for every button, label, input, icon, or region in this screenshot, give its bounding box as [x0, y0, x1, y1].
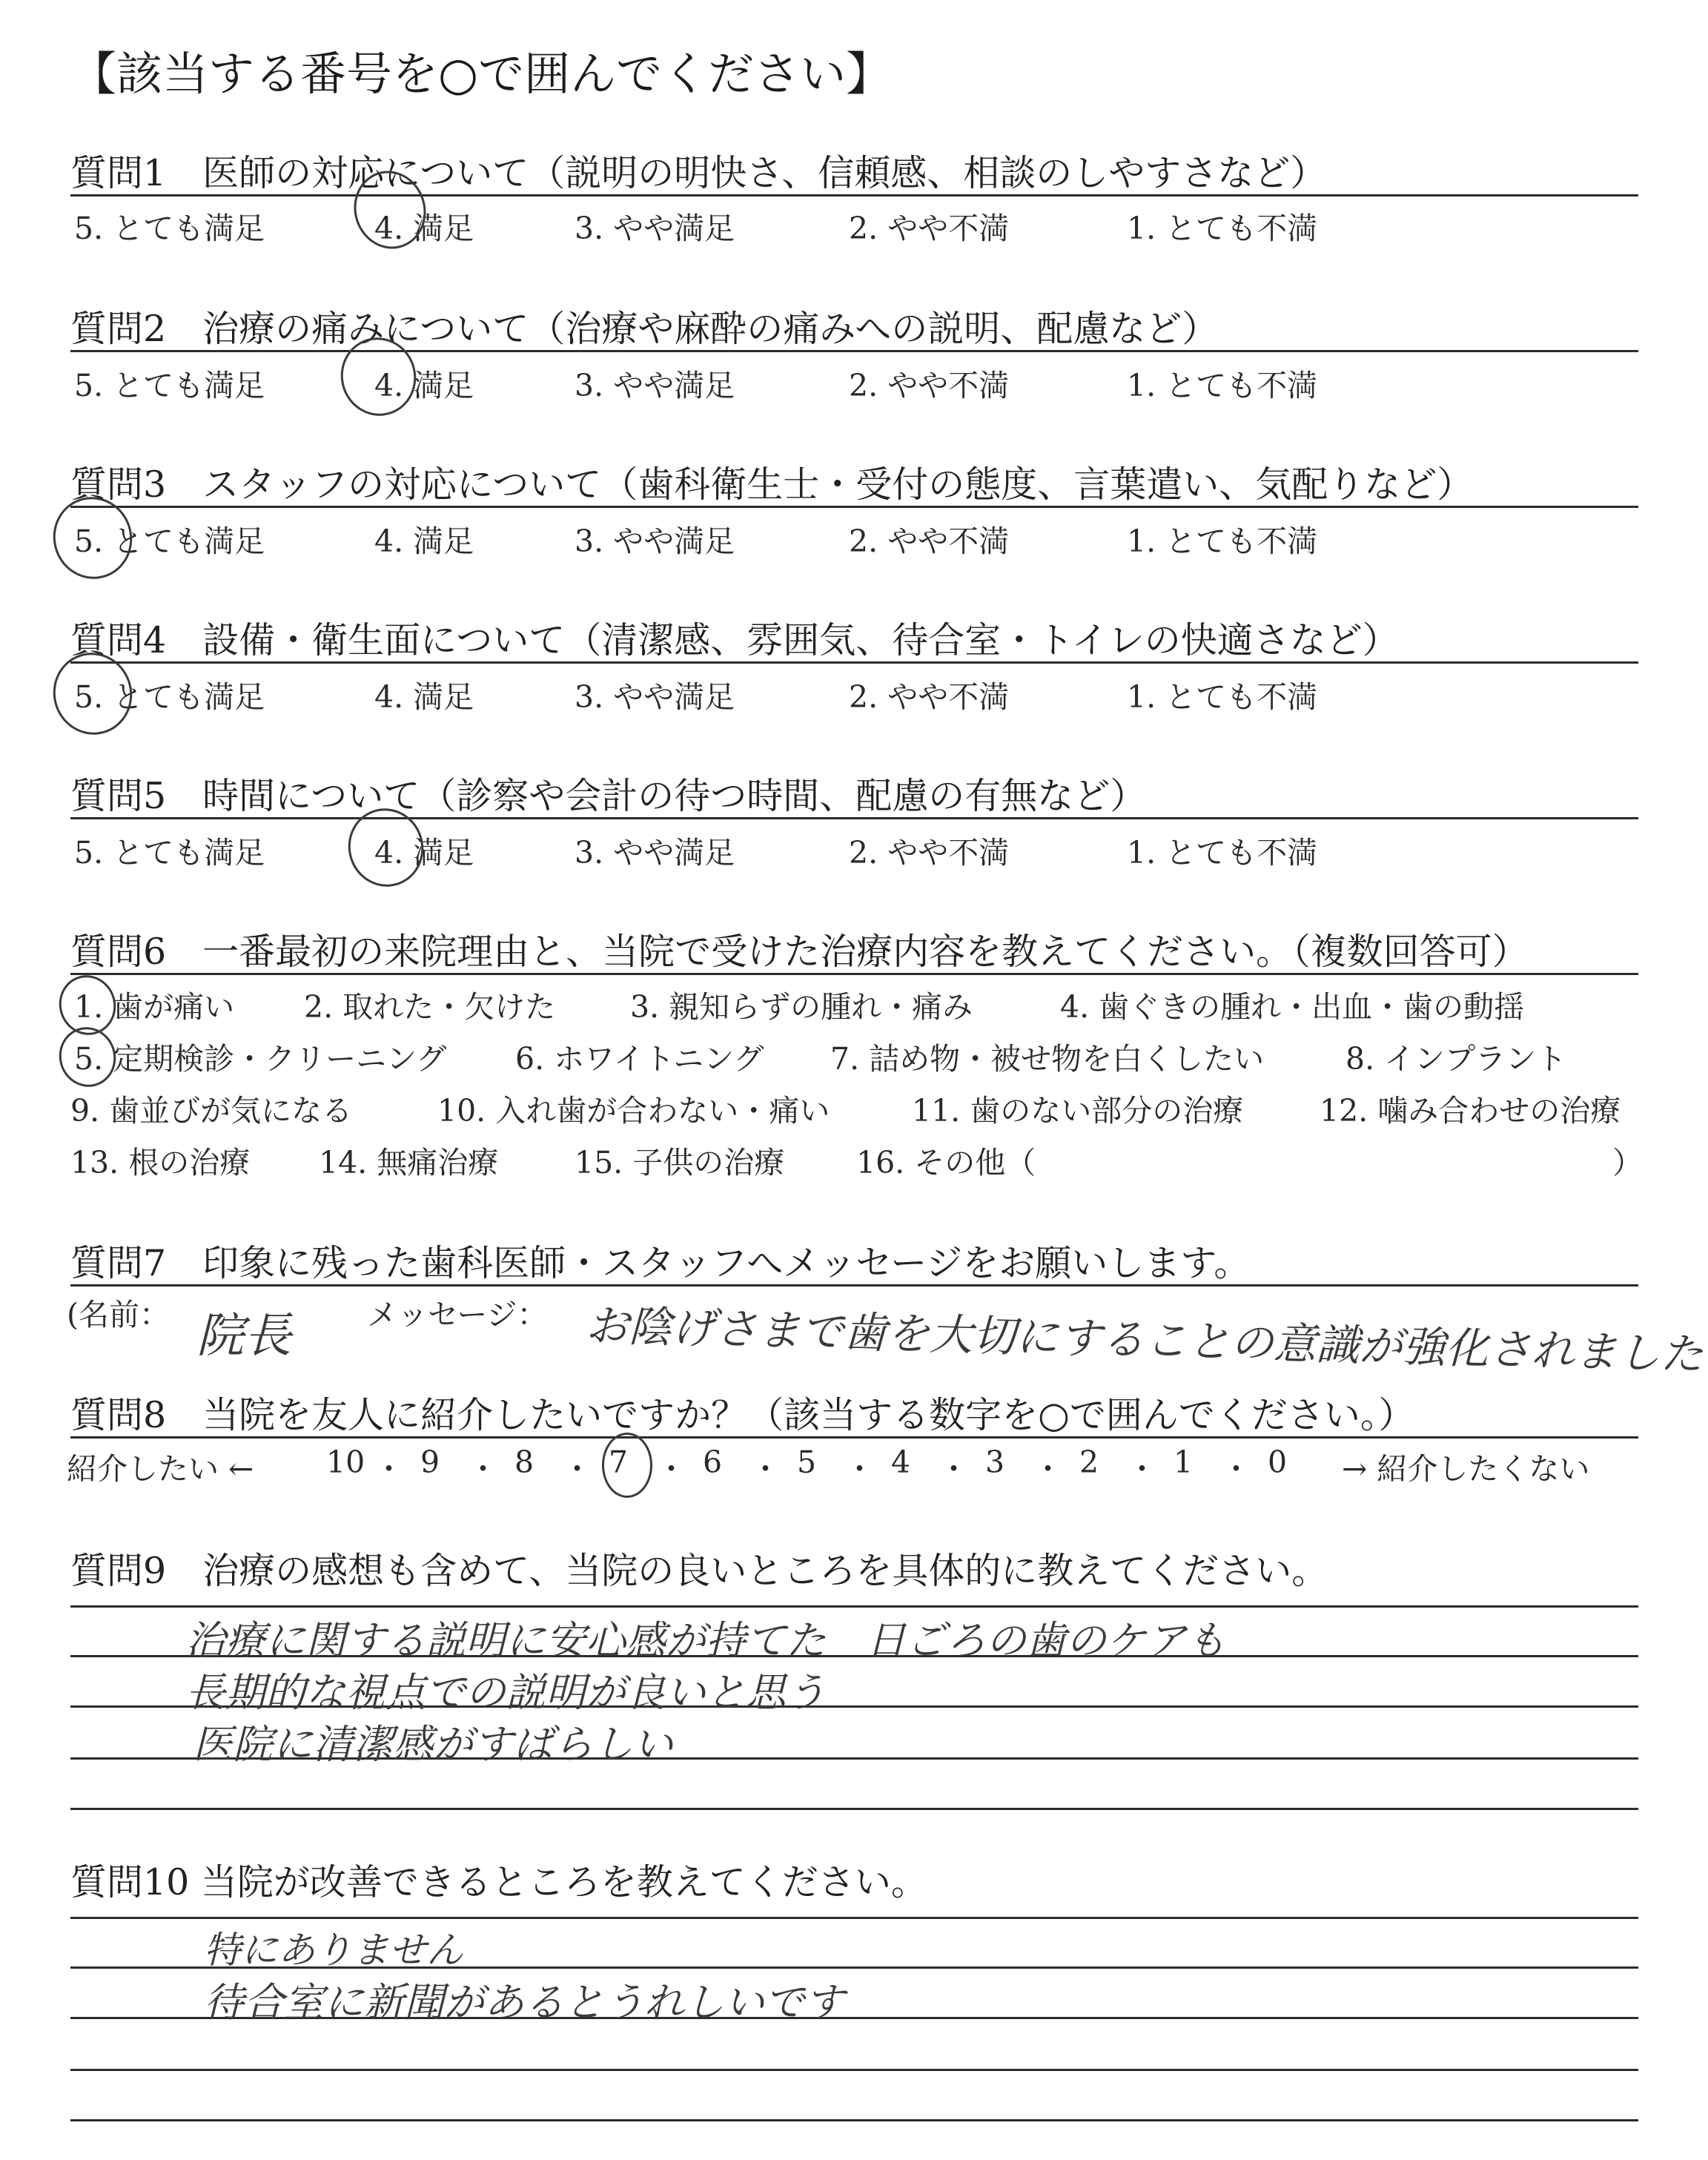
q6-option-14[interactable]: 14. 無痛治療 — [319, 1145, 499, 1180]
question-8-title: 質問8 当院を友人に紹介したいですか？（該当する数字を○で囲んでください。） — [70, 1394, 1415, 1436]
q6-option-8[interactable]: 8. インプラント — [1345, 1041, 1567, 1077]
q8-selection-circle — [602, 1433, 652, 1498]
q9-line-1 — [70, 1605, 1638, 1608]
question-9-title: 質問9 治療の感想も含めて、当院の良いところを具体的に教えてください。 — [70, 1550, 1328, 1592]
q8-scale-separator: ・ — [374, 1451, 404, 1487]
q8-scale-1[interactable]: 1 — [1174, 1444, 1194, 1480]
q10-line-1 — [70, 1917, 1638, 1919]
q10-answer-line-2[interactable]: 待合室に新聞があるとうれしいです — [204, 1979, 844, 2026]
q5-option-2[interactable]: 2. やや不満 — [849, 835, 1010, 871]
q2-option-5[interactable]: 5. とても満足 — [74, 368, 265, 403]
q8-scale-separator: ・ — [750, 1451, 781, 1487]
q6-option-1[interactable]: 1. 歯が痛い — [74, 989, 235, 1025]
q7-name-label: (名前： — [67, 1297, 170, 1332]
q3-option-2[interactable]: 2. やや不満 — [849, 524, 1010, 559]
q6-selection-circle-5 — [51, 1020, 123, 1094]
q2-option-1[interactable]: 1. とても不満 — [1127, 368, 1318, 403]
q8-scale-separator: ・ — [468, 1451, 498, 1487]
q5-option-3[interactable]: 3. やや満足 — [575, 835, 735, 871]
q7-message-label: メッセージ： — [367, 1297, 548, 1332]
q8-scale-3[interactable]: 3 — [985, 1444, 1005, 1480]
q4-option-3[interactable]: 3. やや満足 — [575, 679, 735, 715]
q6-option-3[interactable]: 3. 親知らずの腫れ・痛み — [630, 989, 973, 1025]
q8-left-label: 紹介したい ← — [67, 1451, 254, 1487]
q5-option-5[interactable]: 5. とても満足 — [74, 835, 265, 871]
question-6-rule — [70, 973, 1638, 975]
q8-scale-0[interactable]: 0 — [1268, 1444, 1288, 1480]
question-2-rule — [70, 350, 1638, 352]
q7-message-handwritten[interactable]: お陰げさまで歯を大切にすることの意識が強化されました — [585, 1300, 1704, 1380]
q3-option-5[interactable]: 5. とても満足 — [74, 524, 265, 559]
q4-option-4[interactable]: 4. 満足 — [374, 679, 474, 715]
q8-scale-4[interactable]: 4 — [891, 1444, 911, 1480]
question-1-rule — [70, 194, 1638, 196]
q10-answer-line-1[interactable]: 特にありません — [204, 1929, 463, 1972]
q7-name-handwritten[interactable]: 院長 — [196, 1309, 291, 1364]
question-3-title: 質問3 スタッフの対応について（歯科衛生士・受付の態度、言葉遣い、気配りなど） — [70, 463, 1474, 506]
question-1-title: 質問1 医師の対応について（説明の明快さ、信頼感、相談のしやすさなど） — [70, 152, 1327, 194]
q9-line-5 — [70, 1808, 1638, 1810]
q5-option-1[interactable]: 1. とても不満 — [1127, 835, 1318, 871]
q8-scale-9[interactable]: 9 — [420, 1444, 440, 1480]
question-7-rule — [70, 1284, 1638, 1287]
question-4-rule — [70, 661, 1638, 664]
q8-scale-separator: ・ — [939, 1451, 969, 1487]
q1-option-2[interactable]: 2. やや不満 — [849, 211, 1010, 246]
q6-option-7[interactable]: 7. 詰め物・被せ物を白くしたい — [830, 1041, 1265, 1077]
form-header: 【該当する番号を○で囲んでください】 — [70, 47, 893, 101]
q8-scale-separator: ・ — [562, 1451, 592, 1487]
q8-scale-separator: ・ — [1033, 1451, 1063, 1487]
q8-scale-8[interactable]: 8 — [514, 1444, 534, 1480]
q6-option-5[interactable]: 5. 定期検診・クリーニング — [74, 1041, 447, 1077]
q1-option-3[interactable]: 3. やや満足 — [575, 211, 735, 246]
q2-option-2[interactable]: 2. やや不満 — [849, 368, 1010, 403]
q9-answer-line-3[interactable]: 医院に清潔感がすばらしい — [193, 1721, 673, 1768]
q3-option-3[interactable]: 3. やや満足 — [575, 524, 735, 559]
q8-scale-separator: ・ — [656, 1451, 686, 1487]
question-5-title: 質問5 時間について（診察や会計の待つ時間、配慮の有無など） — [70, 775, 1147, 817]
q6-option-13[interactable]: 13. 根の治療 — [70, 1145, 251, 1180]
q8-scale-2[interactable]: 2 — [1079, 1444, 1099, 1480]
q1-option-1[interactable]: 1. とても不満 — [1127, 211, 1318, 246]
q2-option-3[interactable]: 3. やや満足 — [575, 368, 735, 403]
q6-option-9[interactable]: 9. 歯並びが気になる — [70, 1093, 353, 1129]
q2-option-4[interactable]: 4. 満足 — [374, 368, 474, 403]
q6-option-16[interactable]: 16. その他（ — [856, 1145, 1036, 1180]
q1-option-4[interactable]: 4. 満足 — [374, 211, 474, 246]
q10-line-4 — [70, 2069, 1638, 2071]
q3-option-4[interactable]: 4. 満足 — [374, 524, 474, 559]
q9-answer-line-2[interactable]: 長期的な視点での説明が良いと思う — [185, 1669, 826, 1716]
q8-right-label: → 紹介したくない — [1342, 1451, 1590, 1487]
q1-option-5[interactable]: 5. とても満足 — [74, 211, 265, 246]
question-7-title: 質問7 印象に残った歯科医師・スタッフへメッセージをお願いします。 — [70, 1242, 1251, 1284]
q8-scale-separator: ・ — [1127, 1451, 1157, 1487]
q6-option-16-close: ） — [1612, 1145, 1643, 1180]
q6-option-2[interactable]: 2. 取れた・欠けた — [304, 989, 556, 1025]
question-5-rule — [70, 817, 1638, 819]
q8-scale-10[interactable]: 10 — [326, 1444, 365, 1480]
question-3-rule — [70, 506, 1638, 508]
question-10-title: 質問10 当院が改善できるところを教えてください。 — [70, 1861, 927, 1903]
q9-answer-line-1[interactable]: 治療に関する説明に安心感が持てた 日ごろの歯のケアも — [185, 1617, 1226, 1664]
question-4-title: 質問4 設備・衛生面について（清潔感、雰囲気、待合室・トイレの快適さなど） — [70, 619, 1399, 661]
q4-option-5[interactable]: 5. とても満足 — [74, 679, 265, 715]
q4-option-1[interactable]: 1. とても不満 — [1127, 679, 1318, 715]
q6-option-10[interactable]: 10. 入れ歯が合わない・痛い — [437, 1093, 830, 1129]
q6-option-11[interactable]: 11. 歯のない部分の治療 — [912, 1093, 1244, 1129]
q8-scale-5[interactable]: 5 — [797, 1444, 817, 1480]
q5-option-4[interactable]: 4. 満足 — [374, 835, 474, 871]
q8-scale-6[interactable]: 6 — [703, 1444, 723, 1480]
q10-line-5 — [70, 2119, 1638, 2121]
q6-option-6[interactable]: 6. ホワイトニング — [515, 1041, 764, 1077]
q6-option-12[interactable]: 12. 噛み合わせの治療 — [1320, 1093, 1621, 1129]
question-2-title: 質問2 治療の痛みについて（治療や麻酔の痛みへの説明、配慮など） — [70, 308, 1219, 350]
q3-option-1[interactable]: 1. とても不満 — [1127, 524, 1318, 559]
q6-option-15[interactable]: 15. 子供の治療 — [575, 1145, 785, 1180]
q8-scale-separator: ・ — [844, 1451, 875, 1487]
question-6-title: 質問6 一番最初の来院理由と、当院で受けた治療内容を教えてください。（複数回答可） — [70, 931, 1529, 973]
q8-scale-7[interactable]: 7 — [609, 1444, 629, 1480]
q6-option-4[interactable]: 4. 歯ぐきの腫れ・出血・歯の動揺 — [1060, 989, 1525, 1025]
question-8-rule — [70, 1436, 1638, 1439]
q4-option-2[interactable]: 2. やや不満 — [849, 679, 1010, 715]
q8-scale-separator: ・ — [1221, 1451, 1251, 1487]
